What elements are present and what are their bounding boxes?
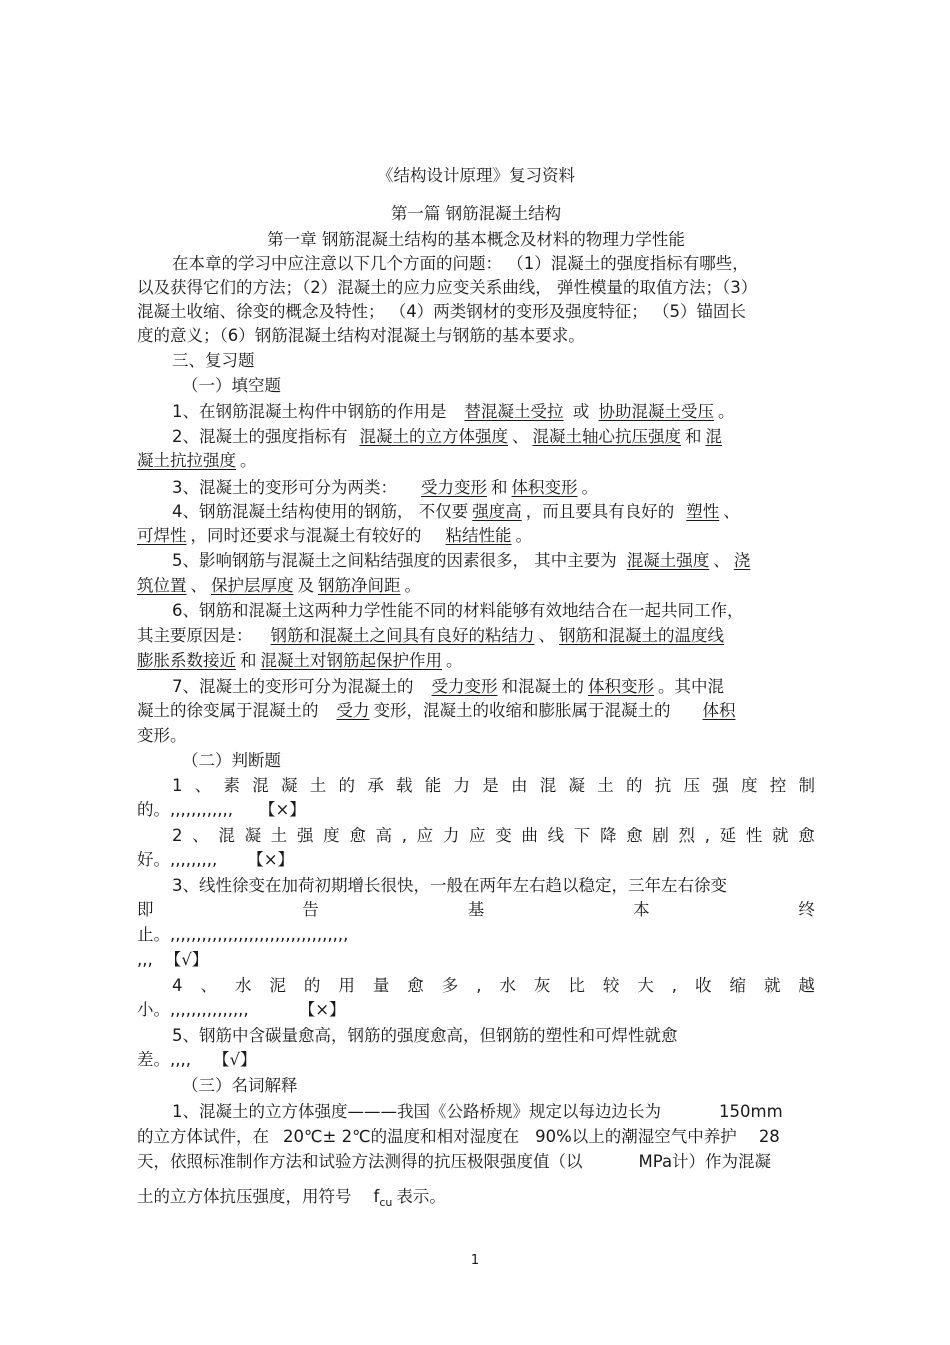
question-7: 7、混凝土的变形可分为混凝土的 受力变形 和混凝土的 体积变形 。其中混 [172,677,724,696]
answer-blank: 膨胀系数接近 [137,651,236,670]
true-false-heading: （二）判断题 [182,751,281,770]
judge-5: 5、钢筋中含碳量愈高，钢筋的强度愈高，但钢筋的塑性和可焊性就愈 [172,1026,678,1045]
section-heading: 三、复习题 [172,351,255,370]
question-7-cont: 凝土的徐变属于混凝土的 受力 变形，混凝土的收缩和膨胀属于混凝土的 体积 [137,700,815,722]
doc-title: 《结构设计原理》复习资料 [377,166,575,185]
answer-blank: 体积变形 [588,677,654,696]
judge-5-cont: 差。,,,, 【√】 [137,1050,257,1069]
answer-blank: 浇 [733,551,751,570]
judge-3-cont: 即 告 基 本 终 [137,900,815,919]
answer-blank: 受力变形 [431,677,498,696]
answer-blank: 体积 [702,701,736,720]
judge-1-cont: 的。,,,,,,,,,,,, 【×】 [137,800,306,819]
judge-3-cont-3: ,,, 【√】 [137,950,209,969]
answer-blank: 受力变形 [421,478,487,497]
answer-blank: 体积变形 [511,478,578,497]
fill-blank-heading: （一）填空题 [182,376,281,395]
term-1-cont-2: 天，依照标准制作方法和试验方法测得的抗压极限强度值（以 MPa计）作为混凝 [137,1152,772,1171]
answer-blank: 混凝土强度 [626,551,710,570]
intro-line-4: 度的意义；（6）钢筋混凝土结构对混凝土与钢筋的基本要求。 [137,326,585,345]
intro-line-1: 在本章的学习中应注意以下几个方面的问题： （1）混凝土的强度指标有哪些， [172,254,749,273]
question-3: 3、混凝土的变形可分为两类： 受力变形 和 体积变形 。 [172,478,598,497]
question-2: 2、混凝土的强度指标有 混凝土的立方体强度 、 混凝土轴心抗压强度 和 混 [137,426,815,448]
answer-blank: 受力 [336,701,370,720]
question-4: 4、钢筋混凝土结构使用的钢筋， 不仅要 强度高 ，而且要具有良好的 塑性 、 [172,502,740,521]
judge-2-cont: 好。,,,,,,,,, 【×】 [137,850,295,869]
answer-blank: 筑位置 [137,576,187,595]
judge-1: 1 、 素 混 凝 土 的 承 载 能 力 是 由 混 凝 土 的 抗 压 强 度 控 制 [172,776,815,795]
judge-4: 4 、 水 泥 的 用 量 愈 多 , 水 灰 比 较 大 , 收 缩 就 越 [172,976,815,995]
answer-mark: 【√】 [212,1050,257,1069]
question-4-cont: 可焊性 ，同时还要求与混凝土有较好的 粘结性能 。 [137,526,532,545]
answer-blank: 替混凝土受拉 [464,402,564,421]
answer-blank: 凝土抗拉强度 [137,451,236,470]
answer-mark: 【×】 [258,800,306,819]
chapter-heading: 第一章 钢筋混凝土结构的基本概念及材料的物理力学性能 [267,230,685,249]
answer-blank: 强度高 [472,502,522,521]
judge-3: 3、线性徐变在加荷初期增长很快，一般在两年左右趋以稳定，三年左右徐变 [172,876,727,895]
judge-3-cont-2: 止。,,,,,,,,,,,,,,,,,,,,,,,,,,,,,,,,,, [137,925,349,944]
answer-blank: 塑性 [686,502,720,521]
question-1: 1、在钢筋混凝土构件中钢筋的作用是 替混凝土受拉 或 协助混凝土受压 。 [172,402,735,421]
judge-4-cont: 小。,,,,,,,,,,,,,,, 【×】 [137,1000,346,1019]
question-7-cont-2: 变形。 [137,726,187,745]
answer-blank: 粘结性能 [445,526,512,545]
intro-line-2: 以及获得它们的方法；（2）混凝土的应力应变关系曲线， 弹性模量的取值方法；（3） [137,278,758,297]
question-6-cont: 其主要原因是： 钢筋和混凝土之间具有良好的粘结力 、 钢筋和混凝土的温度线 [137,625,815,647]
answer-blank: 混 [705,427,722,446]
question-5-cont: 筑位置 、 保护层厚度 及 钢筋净间距 。 [137,576,421,595]
term-1: 1、混凝土的立方体强度———我国《公路桥规》规定以每边边长为 150mm [172,1102,783,1121]
answer-mark: 【×】 [298,1000,346,1019]
question-6-cont-2: 膨胀系数接近 和 混凝土对钢筋起保护作用 。 [137,651,463,670]
part-heading: 第一篇 钢筋混凝土结构 [390,204,562,223]
answer-blank: 混凝土轴心抗压强度 [532,427,681,446]
intro-line-3: 混凝土收缩、徐变的概念及特性； （4）两类钢材的变形及强度特征； （5）锚固长 [137,302,746,321]
answer-blank: 钢筋和混凝土之间具有良好的粘结力 [270,626,535,645]
question-5: 5、影响钢筋与混凝土之间粘结强度的因素很多， 其中主要为 混凝土强度 、 浇 [137,550,815,572]
answer-blank: 保护层厚度 [211,576,294,595]
answer-blank: 混凝土对钢筋起保护作用 [260,651,442,670]
judge-2: 2 、 混 凝 土 强 度 愈 高 , 应 力 应 变 曲 线 下 降 愈 剧 烈 , 延 性 就 愈 [172,826,815,845]
term-1-cont-3: 土的立方体抗压强度，用符号 $f_{cu}$ 表示。 [137,1187,446,1209]
terms-heading: （三）名词解释 [182,1076,298,1095]
symbol-fcu: $f_{cu}$ [373,1187,393,1209]
question-6: 6、钢筋和混凝土这两种力学性能不同的材料能够有效地结合在一起共同工作， [172,601,744,620]
answer-mark: 【√】 [164,950,209,969]
answer-blank: 协助混凝土受压 [598,402,714,421]
term-1-cont: 的立方体试件，在 20℃± 2℃的温度和相对湿度在 90%以上的潮湿空气中养护 28 [137,1127,780,1146]
page-number: 1 [470,1253,480,1268]
question-2-cont: 凝土抗拉强度 。 [137,451,257,470]
answer-mark: 【×】 [247,850,295,869]
answer-blank: 混凝土的立方体强度 [359,427,508,446]
answer-blank: 钢筋和混凝土的温度线 [559,626,724,645]
answer-blank: 钢筋净间距 [318,576,401,595]
answer-blank: 可焊性 [137,526,187,545]
